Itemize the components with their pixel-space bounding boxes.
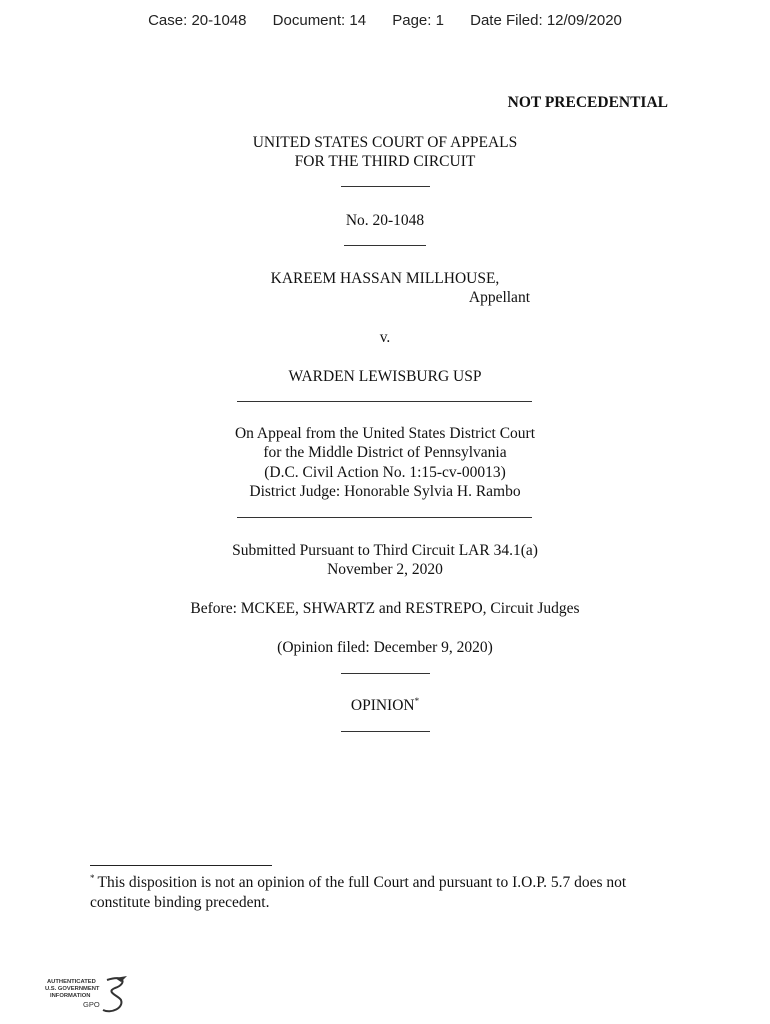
case-number: No. 20-1048 (345, 212, 425, 229)
divider (341, 673, 430, 674)
opinion-title (0, 696, 770, 716)
court-name-line1: UNITED STATES COURT OF APPEALS (252, 134, 518, 151)
appeal-line4: District Judge: Honorable Sylvia H. Rambo (249, 483, 521, 500)
appellee-name: WARDEN LEWISBURG USP (288, 368, 482, 385)
eagle-head-icon (115, 976, 127, 982)
submission-line1: Submitted Pursuant to Third Circuit LAR 34.1(a) (232, 542, 538, 559)
header-case: Case: 20-1048 (148, 12, 247, 29)
footnote-reference: * (414, 695, 420, 706)
eagle-swoosh-icon (103, 978, 123, 1011)
appeal-line1: On Appeal from the United States District Court (234, 425, 536, 442)
footnote-separator (90, 865, 272, 866)
header-page: Page: 1 (392, 12, 444, 29)
logo-line1: AUTHENTICATED (47, 979, 96, 985)
logo-mark: GPO (83, 1000, 100, 1009)
docket-header (0, 12, 770, 29)
versus: v. (379, 329, 391, 346)
header-document: Document: 14 (272, 12, 367, 29)
logo-line3: INFORMATION (50, 993, 91, 999)
divider (341, 731, 430, 732)
appellant-name: KAREEM HASSAN MILLHOUSE, (270, 270, 500, 287)
appeal-line3: (D.C. Civil Action No. 1:15-cv-00013) (264, 464, 506, 481)
divider (341, 186, 430, 187)
header-date-filed: Date Filed: 12/09/2020 (470, 12, 622, 29)
footnote-marker: * (90, 872, 95, 883)
opinion-filed-date: (Opinion filed: December 9, 2020) (277, 639, 493, 656)
gpo-authentication-logo (45, 974, 130, 1016)
footnote-text: This disposition is not an opinion of the full Court and pursuant to I.O.P. 5.7 does not constitute binding precedent. (90, 874, 627, 911)
logo-line2: U.S. GOVERNMENT (45, 986, 100, 992)
appellant-role: Appellant (468, 289, 530, 306)
footnote (90, 873, 690, 913)
opinion-title-text: OPINION (350, 697, 415, 714)
submission-date: November 2, 2020 (327, 561, 443, 578)
divider (344, 245, 426, 246)
panel-judges: Before: MCKEE, SHWARTZ and RESTREPO, Circuit Judges (190, 600, 580, 617)
divider (237, 517, 532, 518)
court-name-line2: FOR THE THIRD CIRCUIT (294, 153, 476, 170)
precedential-status: NOT PRECEDENTIAL (507, 94, 668, 111)
appeal-line2: for the Middle District of Pennsylvania (263, 444, 507, 461)
divider (237, 401, 532, 402)
